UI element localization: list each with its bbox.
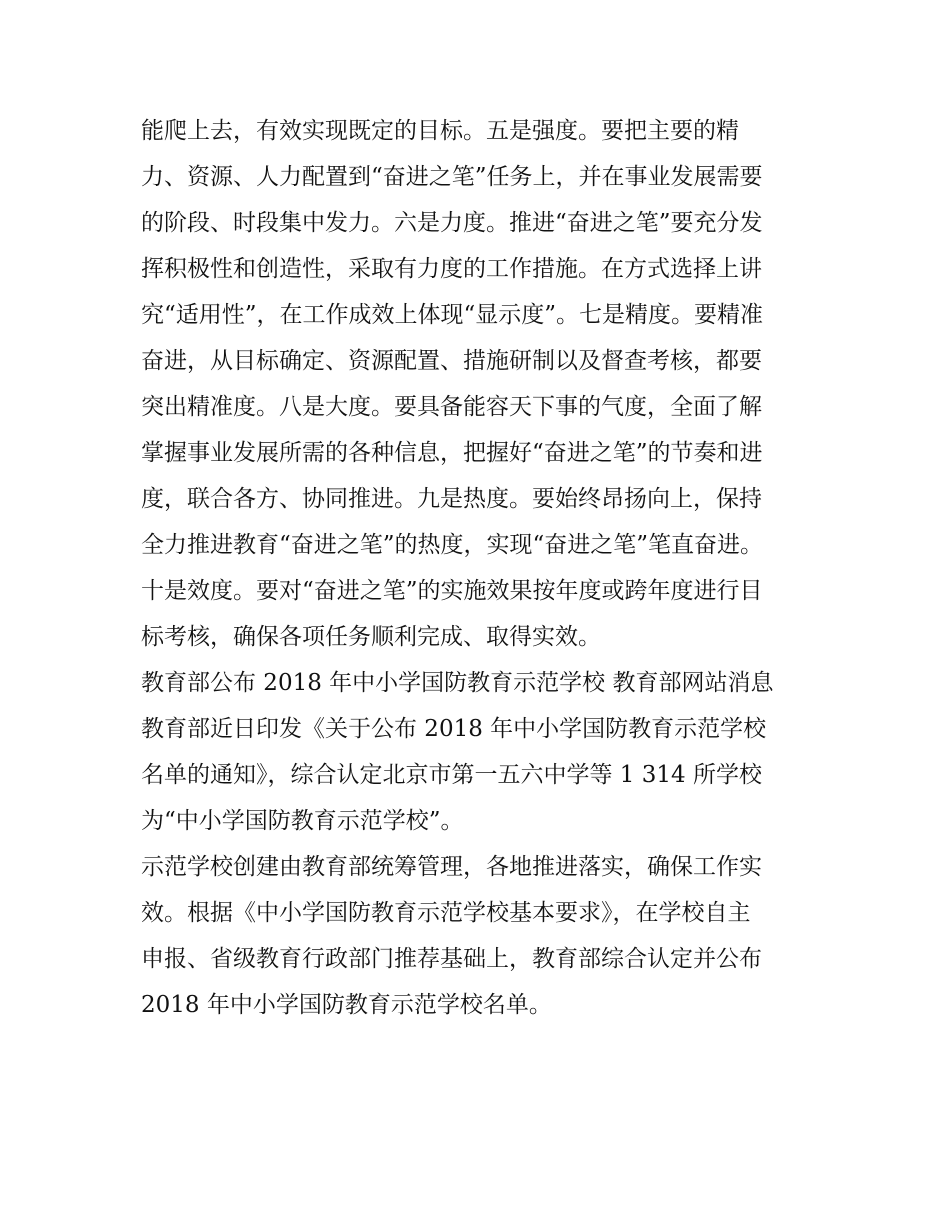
text-line: 度，联合各方、协同推进。九是热度。要始终昂扬向上，保持 [141, 486, 762, 512]
text-line: 十是效度。要对“奋进之笔”的实施效果按年度或跨年度进行目 [141, 578, 763, 604]
text-line: 力、资源、人力配置到“奋进之笔”任务上，并在事业发展需要 [141, 164, 763, 190]
text-line: 能爬上去，有效实现既定的目标。五是强度。要把主要的精 [141, 118, 739, 144]
text-line: 掌握事业发展所需的各种信息，把握好“奋进之笔”的节奏和进 [141, 440, 763, 466]
text-line: 的阶段、时段集中发力。六是力度。推进“奋进之笔”要充分发 [141, 210, 763, 236]
text-line: 突出精准度。八是大度。要具备能容天下事的气度，全面了解 [141, 394, 762, 420]
text-line: 全力推进教育“奋进之笔”的热度，实现“奋进之笔”笔直奋进。 [141, 532, 764, 558]
text-line: 标考核，确保各项任务顺利完成、取得实效。 [141, 624, 601, 650]
text-line: 究“适用性”，在工作成效上体现“显示度”。七是精度。要精准 [141, 302, 764, 328]
text-line: 挥积极性和创造性，采取有力度的工作措施。在方式选择上讲 [141, 256, 762, 282]
text-line: 教育部公布 2018 年中小学国防教育示范学校 教育部网站消息 [141, 670, 774, 696]
text-line: 2018 年中小学国防教育示范学校名单。 [141, 992, 552, 1018]
text-line: 名单的通知》，综合认定北京市第一五六中学等 1 314 所学校 [141, 762, 762, 788]
text-line: 为“中小学国防教育示范学校”。 [141, 808, 464, 834]
text-line: 申报、省级教育行政部门推荐基础上，教育部综合认定并公布 [141, 946, 762, 972]
text-line: 效。根据《中小学国防教育示范学校基本要求》，在学校自主 [141, 900, 751, 926]
text-line: 示范学校创建由教育部统筹管理，各地推进落实，确保工作实 [141, 854, 762, 880]
text-line: 教育部近日印发《关于公布 2018 年中小学国防教育示范学校 [141, 716, 767, 742]
body-text [141, 108, 821, 1028]
text-line: 奋进，从目标确定、资源配置、措施研制以及督查考核，都要 [141, 348, 762, 374]
